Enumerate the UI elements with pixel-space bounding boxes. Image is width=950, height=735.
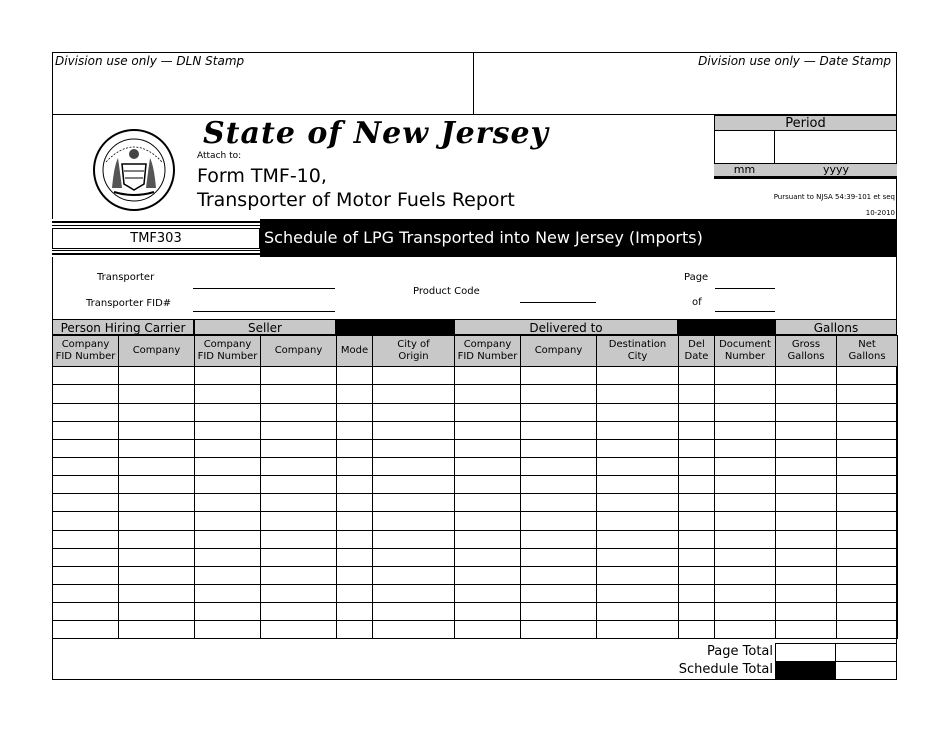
col-delivered-fid [455,336,521,367]
table-cell[interactable] [53,512,119,531]
table-cell[interactable] [679,567,715,585]
table-cell[interactable] [119,458,195,476]
statute-text: Pursuant to NJSA 54:39-101 et seq [773,193,895,201]
table-cell[interactable] [261,385,337,404]
table-cell[interactable] [261,549,337,567]
schedule-total-label: Schedule Total [678,662,773,677]
schedule-total-gross-blocked [775,662,836,680]
table-cell[interactable] [195,476,261,494]
table-cell[interactable] [679,585,715,603]
col-del-date [679,336,715,367]
table-cell[interactable] [261,476,337,494]
col-line1: Company [132,345,181,356]
table-cell[interactable] [776,603,837,621]
page-total-net-field[interactable] [836,643,897,662]
col-line1: Del [688,339,705,350]
table-row [53,585,898,603]
table-cell[interactable] [776,549,837,567]
page-label: Page [684,272,709,283]
table-cell[interactable] [679,385,715,404]
table-cell[interactable] [455,476,521,494]
table-cell[interactable] [53,476,119,494]
table-cell[interactable] [679,404,715,422]
table-cell[interactable] [776,422,837,440]
table-cell[interactable] [53,494,119,512]
col-line2: Gallons [848,351,886,362]
table-row [53,458,898,476]
table-cell[interactable] [53,385,119,404]
col-seller-fid [195,336,261,367]
table-cell[interactable] [455,512,521,531]
table-cell[interactable] [195,367,261,385]
table-row [53,422,898,440]
col-delivered-company [521,336,597,367]
section-seller: Seller [194,319,336,335]
table-cell[interactable] [337,476,373,494]
table-cell[interactable] [521,476,597,494]
col-line1: City of [397,339,430,350]
table-cell[interactable] [195,603,261,621]
table-cell[interactable] [373,440,455,458]
table-cell[interactable] [455,440,521,458]
section-blank-dark [336,319,454,335]
table-row [53,531,898,549]
table-cell[interactable] [455,603,521,621]
table-cell[interactable] [195,494,261,512]
form-line-2: Transporter of Motor Fuels Report [197,189,515,211]
table-cell[interactable] [337,494,373,512]
table-cell[interactable] [261,585,337,603]
table-cell[interactable] [597,603,679,621]
table-cell[interactable] [119,549,195,567]
table-cell[interactable] [837,585,898,603]
schedule-table [52,335,898,639]
col-line2: Gallons [787,351,825,362]
table-cell[interactable] [261,367,337,385]
table-body [53,367,898,639]
table-cell[interactable] [337,531,373,549]
table-cell[interactable] [455,585,521,603]
table-row [53,549,898,567]
table-cell[interactable] [455,567,521,585]
table-cell[interactable] [53,531,119,549]
date-stamp-label: Division use only — Date Stamp [698,54,891,68]
table-row [53,476,898,494]
table-cell[interactable] [195,385,261,404]
table-cell[interactable] [337,440,373,458]
table-cell[interactable] [455,494,521,512]
table-cell[interactable] [521,422,597,440]
table-cell[interactable] [53,567,119,585]
table-cell[interactable] [521,603,597,621]
table-cell[interactable] [597,531,679,549]
table-row [53,512,898,531]
period-label: Period [714,115,897,131]
table-cell[interactable] [715,531,776,549]
table-cell[interactable] [679,422,715,440]
table-cell[interactable] [837,404,898,422]
table-cell[interactable] [679,621,715,639]
table-cell[interactable] [597,404,679,422]
col-line2: FID Number [197,351,258,362]
table-cell[interactable] [837,567,898,585]
table-cell[interactable] [521,621,597,639]
table-cell[interactable] [776,404,837,422]
period-yyyy-field[interactable] [775,131,897,164]
table-cell[interactable] [679,458,715,476]
table-cell[interactable] [119,621,195,639]
col-line1: Mode [340,345,369,356]
table-cell[interactable] [521,512,597,531]
product-code-field[interactable] [520,302,596,303]
rule [52,253,260,255]
table-cell[interactable] [373,531,455,549]
table-cell[interactable] [261,494,337,512]
table-cell[interactable] [837,512,898,531]
table-row [53,440,898,458]
table-cell[interactable] [455,621,521,639]
table-cell[interactable] [776,458,837,476]
table-cell[interactable] [679,531,715,549]
col-line2: FID Number [55,351,116,362]
table-cell[interactable] [373,603,455,621]
table-cell[interactable] [53,585,119,603]
col-line1: Net [858,339,876,350]
table-cell[interactable] [597,422,679,440]
transporter-fid-field[interactable] [193,311,335,312]
table-cell[interactable] [373,385,455,404]
table-cell[interactable] [837,422,898,440]
table-cell[interactable] [776,567,837,585]
table-cell[interactable] [53,404,119,422]
table-cell[interactable] [715,458,776,476]
col-line1: Company [534,345,583,356]
section-blank-dark [678,319,775,335]
table-cell[interactable] [119,512,195,531]
table-cell[interactable] [679,512,715,531]
table-cell[interactable] [455,367,521,385]
table-cell[interactable] [337,404,373,422]
table-cell[interactable] [53,367,119,385]
table-cell[interactable] [119,567,195,585]
table-cell[interactable] [337,422,373,440]
col-document-number [715,336,776,367]
table-cell[interactable] [521,585,597,603]
table-cell[interactable] [521,531,597,549]
table-cell[interactable] [679,367,715,385]
table-cell[interactable] [195,512,261,531]
dln-stamp-box [52,52,474,114]
table-cell[interactable] [597,385,679,404]
page-field[interactable] [715,288,775,289]
table-cell[interactable] [776,367,837,385]
attach-to-label: Attach to: [197,151,242,161]
table-cell[interactable] [521,549,597,567]
table-cell[interactable] [119,603,195,621]
col-seller-company [261,336,337,367]
table-cell[interactable] [455,531,521,549]
table-cell[interactable] [261,458,337,476]
column-header-row [53,336,898,367]
schedule-code-area [52,219,260,257]
table-row [53,603,898,621]
table-cell[interactable] [373,404,455,422]
table-cell[interactable] [455,404,521,422]
table-cell[interactable] [837,531,898,549]
state-title: State of New Jersey [203,116,549,151]
table-cell[interactable] [597,494,679,512]
form-line-1: Form TMF-10, [197,165,327,187]
col-line1: Gross [791,339,821,350]
page-total-label: Page Total [707,644,773,659]
table-cell[interactable] [337,585,373,603]
table-cell[interactable] [195,440,261,458]
table-cell[interactable] [373,585,455,603]
stamp-row [52,52,897,115]
table-cell[interactable] [597,367,679,385]
table-cell[interactable] [261,603,337,621]
table-cell[interactable] [261,621,337,639]
product-code-label: Product Code [413,286,480,297]
table-cell[interactable] [195,567,261,585]
table-cell[interactable] [261,422,337,440]
section-gallons: Gallons [775,319,897,335]
table-cell[interactable] [195,585,261,603]
col-line1: Company [61,339,110,350]
schedule-code: TMF303 [52,228,260,249]
table-row [53,385,898,404]
table-cell[interactable] [119,476,195,494]
col-line1: Company [203,339,252,350]
table-cell[interactable] [337,621,373,639]
table-cell[interactable] [195,404,261,422]
table-cell[interactable] [521,494,597,512]
table-cell[interactable] [119,385,195,404]
table-cell[interactable] [679,549,715,567]
table-cell[interactable] [337,549,373,567]
col-hiring-company [119,336,195,367]
table-cell[interactable] [776,512,837,531]
table-cell[interactable] [337,603,373,621]
table-cell[interactable] [715,603,776,621]
table-cell[interactable] [679,603,715,621]
dln-stamp-label: Division use only — DLN Stamp [55,54,245,68]
table-cell[interactable] [715,440,776,458]
table-cell[interactable] [837,621,898,639]
table-cell[interactable] [53,621,119,639]
table-cell[interactable] [53,440,119,458]
col-destination-city [597,336,679,367]
col-net-gallons [837,336,898,367]
table-cell[interactable] [373,476,455,494]
table-row [53,494,898,512]
revision-text: 10-2010 [865,209,895,217]
table-cell[interactable] [373,494,455,512]
table-cell[interactable] [597,476,679,494]
table-cell[interactable] [261,512,337,531]
table-cell[interactable] [373,549,455,567]
col-city-origin [373,336,455,367]
table-cell[interactable] [455,385,521,404]
rule [52,221,260,223]
table-cell[interactable] [373,367,455,385]
table-row [53,621,898,639]
period-mm-field[interactable] [714,131,775,164]
rule [52,250,260,251]
table-cell[interactable] [195,458,261,476]
col-line1: Company [463,339,512,350]
table-row [53,567,898,585]
schedule-title: Schedule of LPG Transported into New Jersey (Imports) [264,228,703,247]
table-cell[interactable] [597,621,679,639]
table-cell[interactable] [261,440,337,458]
table-cell[interactable] [715,567,776,585]
rule [52,225,260,226]
transporter-field[interactable] [193,288,335,289]
transporter-label: Transporter [97,272,155,283]
table-cell[interactable] [715,367,776,385]
table-cell[interactable] [337,512,373,531]
table-cell[interactable] [521,458,597,476]
table-cell[interactable] [837,458,898,476]
table-cell[interactable] [455,549,521,567]
table-cell[interactable] [521,367,597,385]
col-gross-gallons [776,336,837,367]
col-mode [337,336,373,367]
table-cell[interactable] [373,458,455,476]
table-cell[interactable] [53,603,119,621]
col-line1: Destination [608,339,667,350]
table-cell[interactable] [679,476,715,494]
period-yyyy-label: yyyy [775,164,897,179]
table-cell[interactable] [837,494,898,512]
table-cell[interactable] [521,440,597,458]
table-cell[interactable] [119,531,195,549]
table-cell[interactable] [715,385,776,404]
table-cell[interactable] [261,567,337,585]
col-line2: Number [724,351,766,362]
table-cell[interactable] [597,440,679,458]
table-cell[interactable] [837,440,898,458]
transporter-fid-label: Transporter FID# [86,298,172,309]
table-cell[interactable] [53,458,119,476]
table-cell[interactable] [195,549,261,567]
table-cell[interactable] [261,531,337,549]
table-row [53,367,898,385]
page-total-gross-field[interactable] [775,643,836,662]
table-cell[interactable] [53,422,119,440]
table-cell[interactable] [521,404,597,422]
table-cell[interactable] [195,531,261,549]
table-cell[interactable] [521,567,597,585]
table-cell[interactable] [776,531,837,549]
table-cell[interactable] [337,458,373,476]
schedule-total-net-field[interactable] [836,662,897,680]
table-cell[interactable] [455,458,521,476]
col-line2: City [627,351,648,362]
table-cell[interactable] [597,512,679,531]
table-cell[interactable] [715,494,776,512]
totals-area [52,643,775,680]
table-cell[interactable] [715,476,776,494]
table-cell[interactable] [337,385,373,404]
table-cell[interactable] [715,512,776,531]
table-cell[interactable] [597,458,679,476]
page-of-field[interactable] [715,311,775,312]
table-cell[interactable] [837,367,898,385]
table-cell[interactable] [837,549,898,567]
section-delivered-to: Delivered to [454,319,678,335]
table-cell[interactable] [679,494,715,512]
table-cell[interactable] [119,422,195,440]
table-cell[interactable] [679,440,715,458]
table-cell[interactable] [715,585,776,603]
table-cell[interactable] [195,422,261,440]
table-cell[interactable] [455,422,521,440]
table-cell[interactable] [597,549,679,567]
table-cell[interactable] [373,567,455,585]
table-cell[interactable] [119,585,195,603]
table-cell[interactable] [776,494,837,512]
table-cell[interactable] [195,621,261,639]
table-cell[interactable] [837,385,898,404]
table-cell[interactable] [597,585,679,603]
period-mm-label: mm [714,164,775,179]
table-row [53,404,898,422]
table-cell[interactable] [119,367,195,385]
table-cell[interactable] [337,567,373,585]
table-cell[interactable] [261,404,337,422]
table-cell[interactable] [715,404,776,422]
table-cell[interactable] [776,585,837,603]
table-cell[interactable] [119,494,195,512]
table-cell[interactable] [837,603,898,621]
period-box [714,115,897,177]
nj-state-seal-icon [92,128,176,212]
table-cell[interactable] [597,567,679,585]
section-person-hiring: Person Hiring Carrier [52,319,194,335]
table-cell[interactable] [119,404,195,422]
table-cell[interactable] [715,549,776,567]
of-label: of [692,297,702,308]
col-line2: FID Number [457,351,518,362]
col-line2: Origin [398,351,429,362]
table-cell[interactable] [776,476,837,494]
col-line2: Date [684,351,709,362]
table-cell[interactable] [53,549,119,567]
table-cell[interactable] [373,422,455,440]
table-cell[interactable] [776,385,837,404]
col-line1: Document [719,339,771,350]
table-cell[interactable] [373,621,455,639]
table-cell[interactable] [776,440,837,458]
table-cell[interactable] [373,512,455,531]
table-cell[interactable] [776,621,837,639]
table-cell[interactable] [715,621,776,639]
col-line1: Company [274,345,323,356]
table-cell[interactable] [521,385,597,404]
schedule-title-bar [52,219,897,257]
table-cell[interactable] [337,367,373,385]
table-cell[interactable] [119,440,195,458]
table-cell[interactable] [837,476,898,494]
col-hiring-fid [53,336,119,367]
table-cell[interactable] [715,422,776,440]
